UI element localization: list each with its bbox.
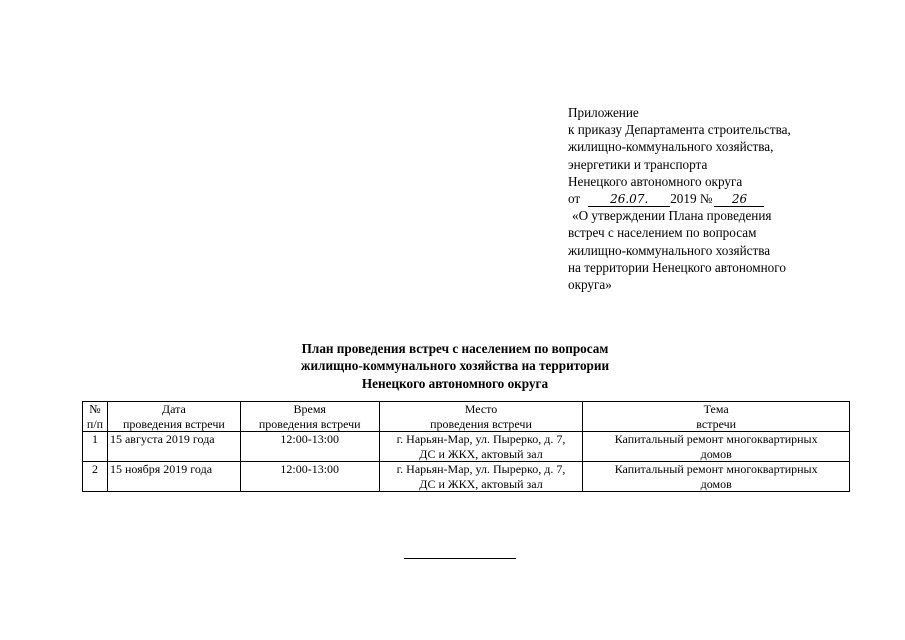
header-text: Время: [293, 402, 326, 416]
order-year: 2019 №: [670, 191, 713, 207]
order-subject-line: округа»: [568, 277, 612, 293]
title-line: План проведения встреч с населением по вопросам: [301, 341, 609, 356]
header-number: [83, 402, 108, 432]
header-text: проведения встречи: [123, 416, 225, 431]
header-date: [107, 402, 240, 432]
cell-place: [379, 462, 583, 492]
place-text: г. Нарьян-Мар, ул. Пырерко, д. 7,: [396, 462, 566, 476]
date-prefix: от: [568, 191, 581, 207]
table-header-row: [83, 402, 850, 432]
meetings-table: [82, 401, 850, 492]
order-subject-line: жилищно-коммунального хозяйства: [568, 242, 771, 258]
order-subject-line: на территории Ненецкого автономного: [568, 259, 786, 275]
header-text: Тема: [703, 402, 729, 416]
header-time: [240, 402, 379, 432]
topic-text: домов: [700, 446, 732, 461]
appendix-block: [568, 104, 868, 293]
appendix-order-line: к приказу Департамента строительства,: [568, 122, 791, 138]
header-text: проведения встречи: [430, 416, 532, 431]
cell-time: 12:00-13:00: [240, 462, 379, 492]
order-subject-line: «О утверждении Плана проведения: [572, 208, 772, 224]
table-row: [83, 432, 850, 462]
order-date-line: [568, 190, 868, 207]
header-place: [379, 402, 583, 432]
title-line: Ненецкого автономного округа: [361, 375, 549, 391]
cell-date: 15 ноября 2019 года: [107, 462, 240, 492]
cell-topic: [583, 432, 850, 462]
header-topic: [583, 402, 850, 432]
appendix-order-line: Ненецкого автономного округа: [568, 173, 743, 189]
appendix-order-line: жилищно-коммунального хозяйства,: [568, 139, 774, 155]
topic-text: Капитальный ремонт многоквартирных: [614, 432, 818, 446]
footer-divider: [404, 558, 516, 559]
header-text: п/п: [86, 416, 104, 431]
order-subject-line: встреч с населением по вопросам: [568, 225, 757, 241]
cell-topic: [583, 462, 850, 492]
header-text: №: [89, 402, 101, 416]
header-text: встречи: [696, 416, 737, 431]
cell-number: 1: [83, 432, 108, 462]
header-text: проведения встречи: [258, 416, 361, 431]
place-text: ДС и ЖКХ, актовый зал: [419, 446, 543, 461]
table-row: [83, 462, 850, 492]
cell-date: 15 августа 2019 года: [107, 432, 240, 462]
document-title: [150, 340, 760, 392]
cell-number: 2: [83, 462, 108, 492]
topic-text: Капитальный ремонт многоквартирных: [614, 462, 818, 476]
handwritten-date: 26.07.: [588, 193, 670, 207]
header-text: Дата: [161, 402, 186, 416]
cell-place: [379, 432, 583, 462]
place-text: г. Нарьян-Мар, ул. Пырерко, д. 7,: [396, 432, 566, 446]
header-text: Место: [464, 402, 498, 416]
topic-text: домов: [700, 476, 732, 491]
cell-time: 12:00-13:00: [240, 432, 379, 462]
appendix-order-line: энергетики и транспорта: [568, 156, 708, 172]
appendix-label: Приложение: [568, 105, 639, 120]
handwritten-order-number: 26: [714, 193, 764, 207]
place-text: ДС и ЖКХ, актовый зал: [419, 476, 543, 491]
title-line: жилищно-коммунального хозяйства на территории: [300, 358, 610, 374]
